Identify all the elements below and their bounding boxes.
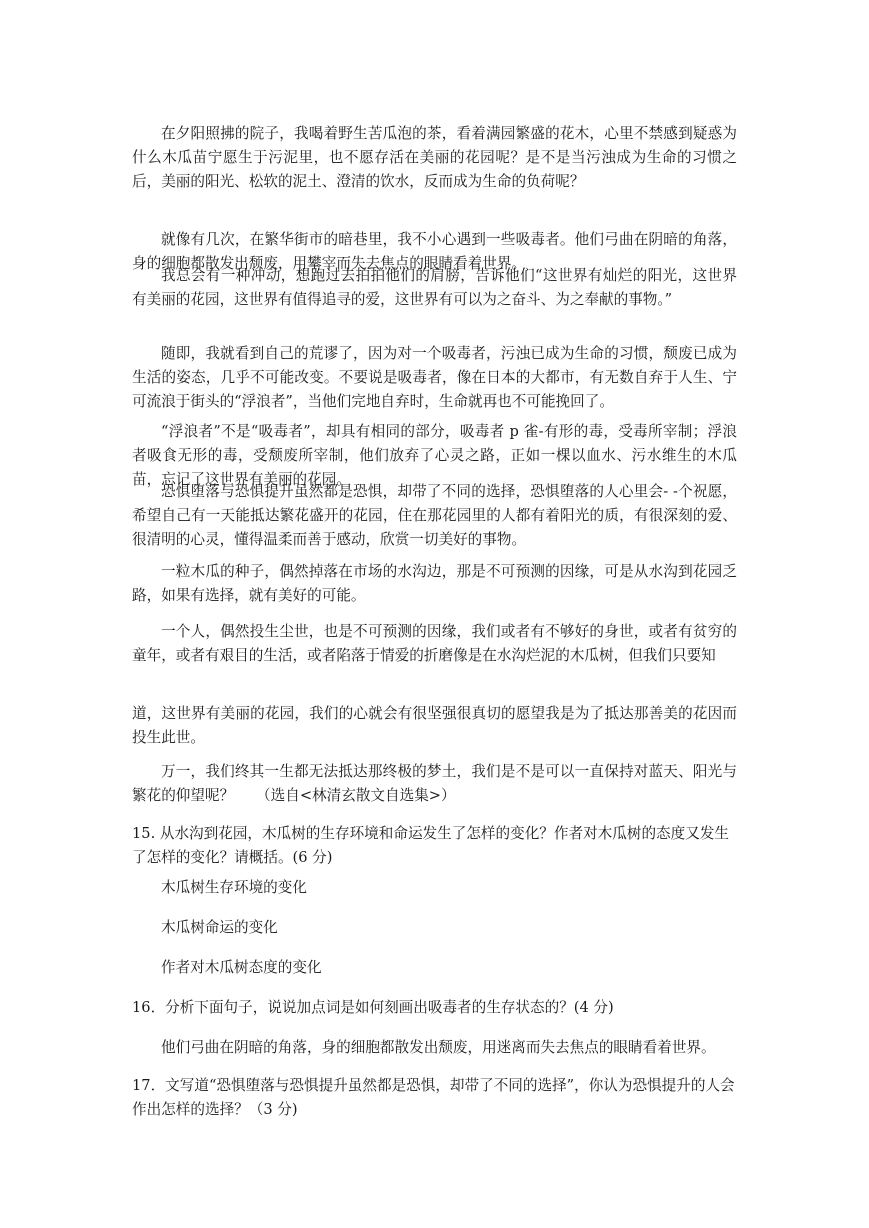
paragraph-5: “浮浪者”不是“吸毒者”，却具有相同的部分，吸毒者 p 雀-有形的毒，受毒所宰制；浮浪者吸食无形的毒，受颓废所宰制，他们放弃了心灵之路，正如一棵以血水、污水维生的木瓜苗，忘记了这世界有美丽的花园。	[132, 423, 737, 488]
question-16: 16．分析下面句子，说说加点词是如何刻画出吸毒者的生存状态的？(4 分)	[132, 999, 614, 1016]
paragraph-9: 道，这世界有美丽的花园，我们的心就会有很坚强很真切的愿望我是为了抵达那善美的花因而投生此世。	[132, 705, 737, 746]
question-15-item-2: 木瓜树命运的变化	[161, 919, 278, 936]
question-15-item-3: 作者对木瓜树态度的变化	[161, 959, 322, 976]
question-17: 17．文写道“恐惧堕落与恐惧提升虽然都是恐惧，却带了不同的选择”，你认为恐惧提升的人会作出怎样的选择？（3 分)	[132, 1077, 735, 1118]
paragraph-6: 恐惧堕落与恐惧提升虽然都是恐惧，却带了不同的选择，恐惧堕落的人心里会- -个祝愿，希望自己有一天能抵达繁花盛开的花园，住在那花园里的人都有着阳光的质，有很深刻的爱、很清明的心灵，懂得温柔而善于感动，欣赏一切美好的事物。	[132, 483, 737, 548]
paragraph-8: 一个人，偶然投生尘世，也是不可预测的因缘，我们或者有不够好的身世，或者有贫穷的童年，或者有艰目的生活，或者陷落于情爱的折磨像是在水沟烂泥的木瓜树，但我们只要知	[132, 623, 737, 664]
paragraph-2: 就像有几次，在繁华街市的暗巷里，我不小心遇到一些吸毒者。他们弓曲在阴暗的角落，身的细胞都散发出颓废，用攀宰而失去焦点的眼睛看着世界。	[132, 231, 737, 272]
paragraph-1: 在夕阳照拂的院子，我喝着野生苦瓜泡的茶，看着满园繁盛的花木，心里不禁感到疑惑为什么木瓜苗宁愿生于污泥里，也不愿存活在美丽的花园呢？是不是当污浊成为生命的习惯之后，美丽的阳光、松软的泥土、澄清的饮水，反而成为生命的负荷呢？	[132, 125, 737, 190]
question-15: 15. 从水沟到花园，木瓜树的生存环境和命运发生了怎样的变化？作者对木瓜树的态度又发生了怎样的变化？请概括。(6 分)	[132, 825, 730, 866]
paragraph-7: 一粒木瓜的种子，偶然掉落在市场的水沟边，那是不可预测的因缘，可是从水沟到花园乏路，如果有选择，就有美好的可能。	[132, 563, 737, 604]
paragraph-4: 随即，我就看到自己的荒谬了，因为对一个吸毒者，污浊已成为生命的习惯，颓废已成为生活的姿态，几乎不可能改变。不要说是吸毒者，像在日本的大都市，有无数自弃于人生、宁可流浪于街头的“浮浪者”，当他们完地自弃时，生命就再也不可能挽回了。	[132, 345, 737, 410]
paragraph-10: 万一，我们终其一生都无法抵达那终极的梦土，我们是不是可以一直保持对蓝天、阳光与繁花的仰望呢？ （选自<林清玄散文自选集>）	[132, 763, 737, 804]
question-16-sentence: 他们弓曲在阴暗的角落，身的细胞都散发出颓废，用迷离而失去焦点的眼睛看着世界。	[161, 1039, 716, 1056]
question-15-item-1: 木瓜树生存环境的变化	[161, 879, 307, 896]
paragraph-3: 我总会有一种冲动，想跑过去拍拍他们的肩膀，告诉他们“这世界有灿烂的阳光，这世界有美丽的花园，这世界有值得追寻的爱，这世界有可以为之奋斗、为之奉献的事物。”	[132, 267, 737, 308]
